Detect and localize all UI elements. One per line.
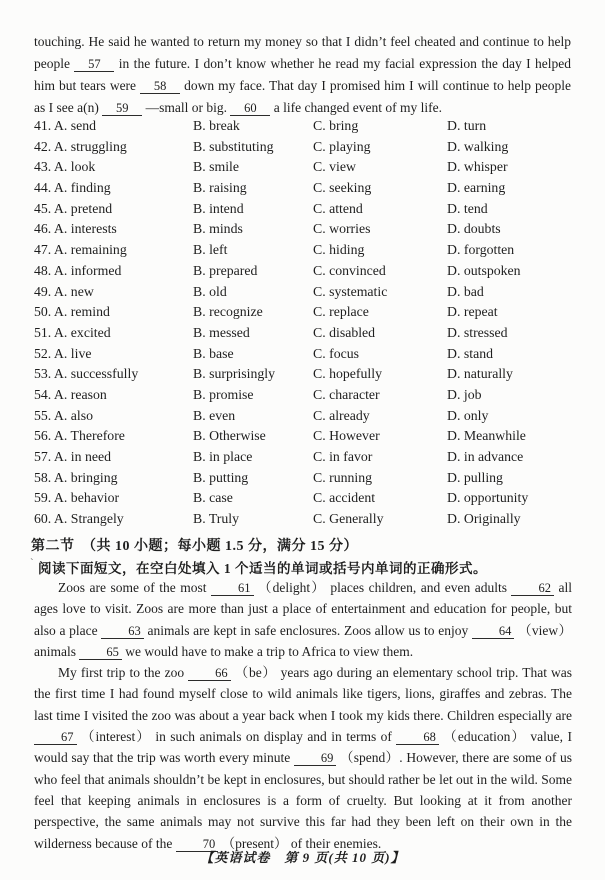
blank-59: 59 xyxy=(102,102,142,116)
option-43-A: 43. A. look xyxy=(34,159,96,175)
blank-66: 66 xyxy=(188,667,231,681)
option-46-B: B. minds xyxy=(193,221,243,237)
option-44-C: C. seeking xyxy=(313,180,372,196)
option-row-58 xyxy=(34,468,587,489)
option-49-B: B. old xyxy=(193,283,227,299)
cloze-passage xyxy=(34,577,572,854)
option-47-C: C. hiding xyxy=(313,242,365,258)
option-row-45 xyxy=(34,199,587,220)
option-52-D: D. stand xyxy=(447,345,493,361)
option-45-B: B. intend xyxy=(193,200,244,216)
option-row-60 xyxy=(34,509,587,530)
option-56-C: C. However xyxy=(313,428,380,444)
option-row-52 xyxy=(34,344,587,365)
option-59-A: 59. A. behavior xyxy=(34,490,120,506)
stray-tick-mark: ` xyxy=(30,557,35,569)
blank-69: 69 xyxy=(294,752,337,766)
option-48-A: 48. A. informed xyxy=(34,262,122,278)
option-row-46 xyxy=(34,219,587,240)
option-54-C: C. character xyxy=(313,386,380,402)
options-table xyxy=(34,116,587,530)
option-row-57 xyxy=(34,447,587,468)
option-row-54 xyxy=(34,385,587,406)
option-50-B: B. recognize xyxy=(193,304,263,320)
option-58-B: B. putting xyxy=(193,469,249,485)
option-50-D: D. repeat xyxy=(447,304,498,320)
option-row-41 xyxy=(34,116,587,137)
blank-57: 57 xyxy=(74,58,114,72)
option-55-B: B. even xyxy=(193,407,236,423)
blank-68: 68 xyxy=(396,731,439,745)
option-56-B: B. Otherwise xyxy=(193,428,266,444)
option-49-D: D. bad xyxy=(447,283,484,299)
option-row-59 xyxy=(34,488,587,509)
blank-60: 60 xyxy=(230,102,270,116)
blank-61: 61 xyxy=(211,582,254,596)
option-row-49 xyxy=(34,282,587,303)
option-45-D: D. tend xyxy=(447,200,488,216)
option-52-B: B. base xyxy=(193,345,234,361)
option-46-D: D. doubts xyxy=(447,221,501,237)
option-46-C: C. worries xyxy=(313,221,371,237)
option-58-C: C. running xyxy=(313,469,373,485)
section2-instruction xyxy=(30,557,487,577)
blank-64: 64 xyxy=(472,625,515,639)
option-41-B: B. break xyxy=(193,118,240,133)
option-55-A: 55. A. also xyxy=(34,407,94,423)
option-52-A: 52. A. live xyxy=(34,345,92,361)
option-45-C: C. attend xyxy=(313,200,363,216)
option-41-C: C. bring xyxy=(313,118,359,133)
option-43-D: D. whisper xyxy=(447,159,508,175)
section2-heading: 第二节 （共 10 小题；每小题 1.5 分，满分 15 分） xyxy=(31,539,358,554)
option-41-D: D. turn xyxy=(447,118,487,133)
option-57-C: C. in favor xyxy=(313,449,373,464)
blank-65: 65 xyxy=(79,646,122,660)
blank-58: 58 xyxy=(140,80,180,94)
option-row-47 xyxy=(34,240,587,261)
option-47-B: B. left xyxy=(193,242,228,258)
option-60-B: B. Truly xyxy=(193,511,240,527)
option-row-50 xyxy=(34,302,587,323)
option-51-D: D. stressed xyxy=(447,324,508,340)
option-row-42 xyxy=(34,137,587,158)
option-54-A: 54. A. reason xyxy=(34,386,107,402)
option-row-55 xyxy=(34,406,587,427)
option-51-B: B. messed xyxy=(193,324,250,340)
section2-instruction-text: 阅读下面短文，在空白处填入 1 个适当的单词或括号内单词的正确形式。 xyxy=(38,561,488,576)
passage-para-2: My first trip to the zoo 66 （be） years ago during an elementary school trip. That was the first time I had found myself close to wild animals like tigers, lions, giraffes and zebras. The last time I visited the zoo was about a year back when I took my kids there. Children especially are 67 （interest） in such animals on display and in terms of 68 （education） value, I would say that the trip was worth every minute 69 （spend）. However, there are some of us who feel that animals shouldn’t be kept in enclosures, but should rather be let out in the wild. Some feel that keeping animals in enclosures is a form of cruelty. But looking at it from another perspective, the same animals may not survive this far had they been left on their own in the wilderness because of the 70 （present） of their enemies. xyxy=(34,665,573,851)
option-45-A: 45. A. pretend xyxy=(34,200,113,216)
option-53-D: D. naturally xyxy=(447,366,513,382)
option-row-48 xyxy=(34,261,587,282)
intro-paragraph: touching. He said he wanted to return my money so that I didn’t feel cheated and continue to help people 57 in the future. I don’t know whether he read my facial expression the day I helped him but tears were 58 down my face. That day I promised him I will continue to help people as I see a(n) 59 —small or big. 60 a life changed event of my life. xyxy=(34,34,571,115)
option-57-D: D. in advance xyxy=(447,449,524,464)
option-60-D: D. Originally xyxy=(447,511,521,527)
option-48-D: D. outspoken xyxy=(447,262,521,278)
option-53-B: B. surprisingly xyxy=(193,366,276,382)
option-48-C: C. convinced xyxy=(313,262,386,278)
option-51-C: C. disabled xyxy=(313,324,376,340)
option-41-A: 41. A. send xyxy=(34,118,97,133)
option-42-C: C. playing xyxy=(313,138,371,154)
option-44-D: D. earning xyxy=(447,180,506,196)
option-59-C: C. accident xyxy=(313,490,376,506)
option-56-A: 56. A. Therefore xyxy=(34,428,125,444)
option-row-43 xyxy=(34,157,587,178)
option-59-B: B. case xyxy=(193,490,233,506)
option-53-C: C. hopefully xyxy=(313,366,382,382)
passage-para-1: Zoos are some of the most 61 （delight） places children, and even adults 62 all ages love to visit. Zoos are more than just a place of entertainment and education for people, but also a place 63 animals are kept in safe enclosures. Zoos allow us to enjoy 64 （view） animals 65 we would have to make a trip to Africa to view them. xyxy=(34,580,572,659)
option-57-B: B. in place xyxy=(193,449,253,464)
option-row-53 xyxy=(34,364,587,385)
option-54-D: D. job xyxy=(447,386,482,402)
option-60-C: C. Generally xyxy=(313,511,384,527)
blank-67: 67 xyxy=(34,731,77,745)
blank-62: 62 xyxy=(511,582,554,596)
option-44-B: B. raising xyxy=(193,180,247,196)
option-row-56 xyxy=(34,426,587,447)
option-58-D: D. pulling xyxy=(447,469,503,485)
option-42-A: 42. A. struggling xyxy=(34,138,127,154)
option-54-B: B. promise xyxy=(193,386,254,402)
page-footer: 【英语试卷 第 9 页(共 10 页)】 xyxy=(200,850,405,865)
option-55-C: C. already xyxy=(313,407,370,423)
option-50-A: 50. A. remind xyxy=(34,304,110,320)
option-60-A: 60. A. Strangely xyxy=(34,511,124,527)
option-53-A: 53. A. successfully xyxy=(34,366,139,382)
option-51-A: 51. A. excited xyxy=(34,324,111,340)
option-56-D: D. Meanwhile xyxy=(447,428,526,444)
option-52-C: C. focus xyxy=(313,345,359,361)
option-46-A: 46. A. interests xyxy=(34,221,117,237)
option-48-B: B. prepared xyxy=(193,262,258,278)
option-47-A: 47. A. remaining xyxy=(34,242,127,258)
option-43-C: C. view xyxy=(313,159,356,175)
option-58-A: 58. A. bringing xyxy=(34,469,118,485)
option-47-D: D. forgotten xyxy=(447,242,515,258)
option-55-D: D. only xyxy=(447,407,489,423)
option-50-C: C. replace xyxy=(313,304,369,320)
option-49-C: C. systematic xyxy=(313,283,388,299)
option-43-B: B. smile xyxy=(193,159,239,175)
option-row-44 xyxy=(34,178,587,199)
option-42-D: D. walking xyxy=(447,138,509,154)
option-42-B: B. substituting xyxy=(193,138,274,154)
option-44-A: 44. A. finding xyxy=(34,180,111,196)
option-row-51 xyxy=(34,323,587,344)
blank-70: 70 xyxy=(176,838,219,852)
option-57-A: 57. A. in need xyxy=(34,449,112,464)
option-49-A: 49. A. new xyxy=(34,283,94,299)
blank-63: 63 xyxy=(101,625,144,639)
option-59-D: D. opportunity xyxy=(447,490,529,506)
